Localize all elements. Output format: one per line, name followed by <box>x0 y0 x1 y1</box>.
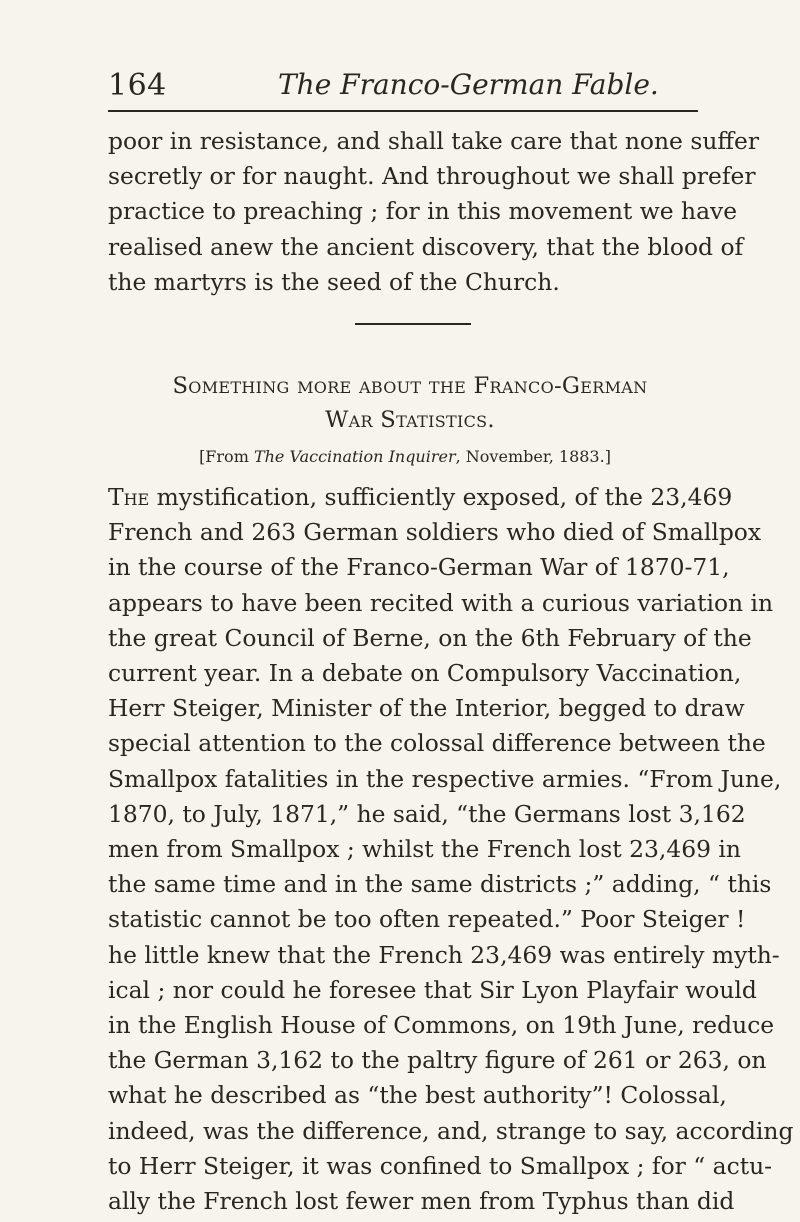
section-heading <box>60 369 760 437</box>
paragraph-continued <box>108 124 760 300</box>
text-line: 1870, to July, 1871,” he said, “the Germans lost 3,162 <box>108 799 746 828</box>
source-suffix: , November, 1883.] <box>455 447 611 466</box>
text-line: ally the French lost fewer men from Typhus than did <box>108 1187 735 1216</box>
source-journal: The Vaccination Inquirer <box>253 447 456 466</box>
text-line: in the English House of Commons, on 19th June, reduce <box>108 1011 775 1040</box>
text-line: Herr Steiger, Minister of the Interior, begged to draw <box>108 694 745 723</box>
text-line: French and 263 German soldiers who died of Smallpox <box>108 518 762 547</box>
text-line: current year. In a debate on Compulsory Vaccination, <box>108 659 742 688</box>
text-line: what he described as “the best authority”! Colossal, <box>108 1081 727 1110</box>
heading-line: War Statistics. <box>325 407 495 433</box>
text-line: poor in resistance, and shall take care that none suffer <box>108 127 760 155</box>
text-line: men from Smallpox ; whilst the French lost 23,469 in <box>108 835 741 864</box>
text-line: the same time and in the same districts ;” adding, “ this <box>108 870 772 899</box>
text-line: the German 3,162 to the paltry figure of 261 or 263, on <box>108 1046 767 1075</box>
text-line: appears to have been recited with a curious variation in <box>108 588 774 617</box>
paragraph-main <box>108 480 794 1219</box>
source-prefix: [From <box>199 447 254 466</box>
text-line: realised anew the ancient discovery, that the blood of <box>108 232 744 261</box>
page-header <box>108 68 698 116</box>
header-rule <box>108 110 698 112</box>
text-line: the great Council of Berne, on the 6th February of the <box>108 623 752 652</box>
text-line: statistic cannot be too often repeated.” Poor Steiger ! <box>108 905 746 934</box>
text-line: secretly or for naught. And throughout we shall prefer <box>108 162 756 191</box>
text-line: practice to preaching ; for in this movement we have <box>108 197 738 226</box>
first-word: The <box>108 483 150 511</box>
page-number: 164 <box>108 68 167 103</box>
text-line: indeed, was the difference, and, strange to say, according <box>108 1116 794 1145</box>
text-line: ical ; nor could he foresee that Sir Lyon Playfair would <box>108 975 757 1004</box>
text-line: in the course of the Franco-German War of 1870-71, <box>108 553 730 582</box>
source-citation <box>100 446 710 468</box>
text-line: to Herr Steiger, it was confined to Smallpox ; for “ actu- <box>108 1151 773 1180</box>
text-line: he little knew that the French 23,469 was entirely myth- <box>108 940 780 969</box>
running-title: The Franco-German Fable. <box>278 68 659 101</box>
heading-line: Something more about the Franco-German <box>172 373 648 399</box>
first-line-rest: mystification, sufficiently exposed, of the 23,469 <box>149 483 733 511</box>
text-line: Smallpox fatalities in the respective armies. “From June, <box>108 764 782 793</box>
text-line: special attention to the colossal difference between the <box>108 729 766 758</box>
section-separator <box>355 323 471 325</box>
text-line <box>108 480 733 515</box>
text-line: the martyrs is the seed of the Church. <box>108 267 560 296</box>
